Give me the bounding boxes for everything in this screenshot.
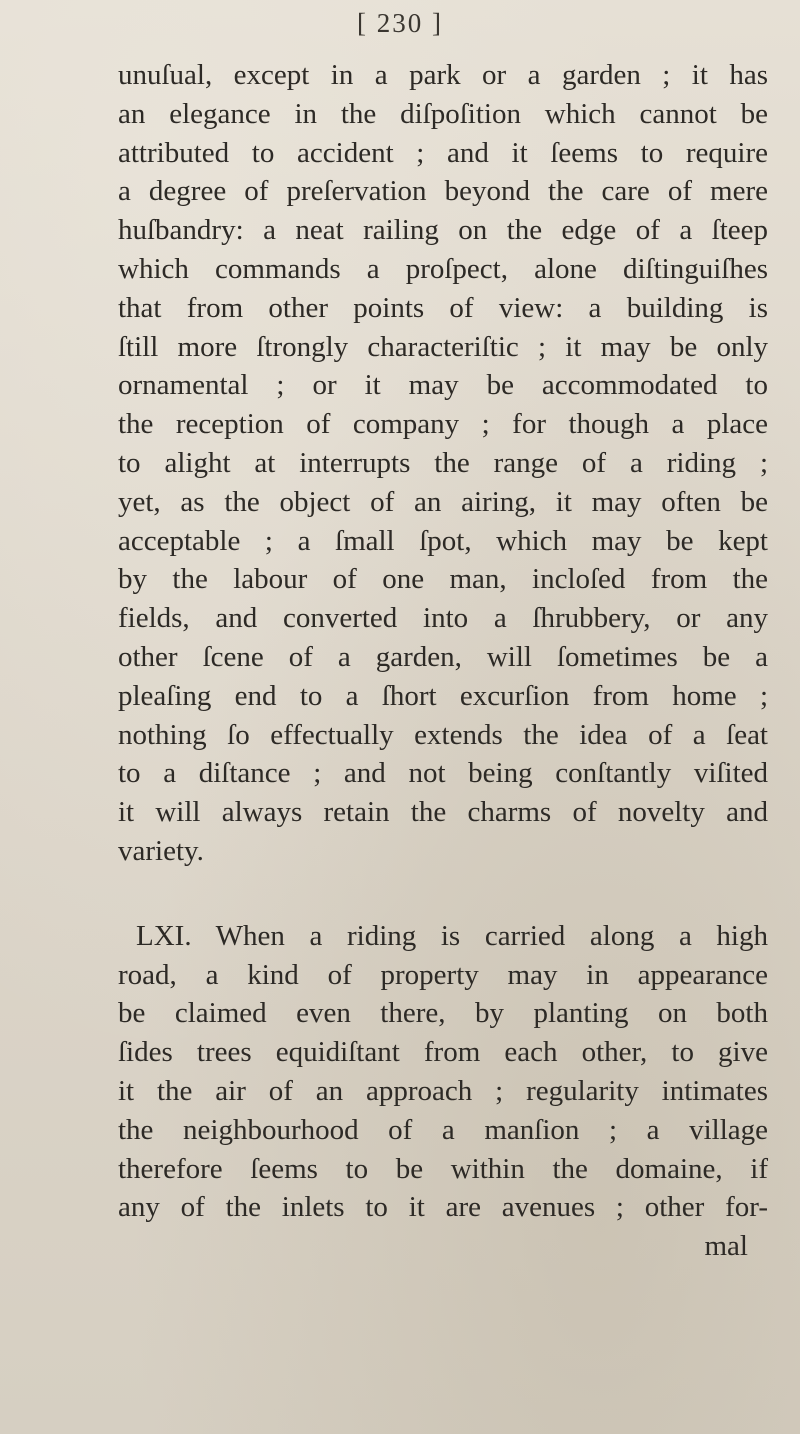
text-line: ſides trees equidiſtant from each other, to give [118, 1036, 768, 1069]
catchword: mal [704, 1230, 748, 1263]
text-line: nothing ſo effectually extends the idea of a ſeat [118, 718, 768, 751]
text-line: that from other points of view: a building is [118, 291, 768, 324]
text-line: other ſcene of a garden, will ſometimes be a [118, 640, 768, 673]
text-line: the neighbourhood of a manſion ; a village [118, 1113, 768, 1146]
text-line: fields, and converted into a ſhrubbery, or any [118, 602, 768, 635]
text-line: to a diſtance ; and not being conſtantly viſited [118, 757, 768, 790]
text-line: ſtill more ſtrongly characteriſtic ; it may be only [118, 330, 768, 363]
paragraph-2 [118, 917, 768, 1227]
text-line: attributed to accident ; and it ſeems to require [118, 136, 768, 169]
text-line: by the labour of one man, incloſed from the [118, 563, 768, 596]
page-text [118, 56, 768, 1266]
section-heading-line: LXI. When a riding is carried along a high [136, 919, 768, 952]
text-line: road, a kind of property may in appearance [118, 958, 768, 991]
text-line: ornamental ; or it may be accommodated to [118, 369, 768, 402]
text-line: pleaſing end to a ſhort excurſion from home ; [118, 679, 768, 712]
text-line: it the air of an approach ; regularity intimates [118, 1074, 768, 1107]
text-line: the reception of company ; for though a place [118, 408, 768, 441]
text-line: an elegance in the diſpoſition which cannot be [118, 97, 768, 130]
text-line: therefore ſeems to be within the domaine, if [118, 1152, 768, 1185]
text-line: which commands a proſpect, alone diſtinguiſhes [118, 252, 768, 285]
page-number: [ 230 ] [357, 8, 443, 38]
text-line: variety. [118, 834, 204, 867]
section-gap [118, 871, 768, 917]
text-line: acceptable ; a ſmall ſpot, which may be kept [118, 524, 768, 557]
text-line: huſbandry: a neat railing on the edge of a ſteep [118, 214, 768, 247]
paragraph-1 [118, 56, 768, 871]
text-line: be claimed even there, by planting on both [118, 997, 768, 1030]
text-line: yet, as the object of an airing, it may often be [118, 485, 768, 518]
text-line: unuſual, except in a park or a garden ; it has [118, 59, 768, 91]
text-line: any of the inlets to it are avenues ; other for- [118, 1191, 768, 1224]
text-line: to alight at interrupts the range of a riding ; [118, 446, 768, 479]
text-line: it will always retain the charms of novelty and [118, 796, 768, 829]
text-line: a degree of preſervation beyond the care of mere [118, 175, 768, 208]
